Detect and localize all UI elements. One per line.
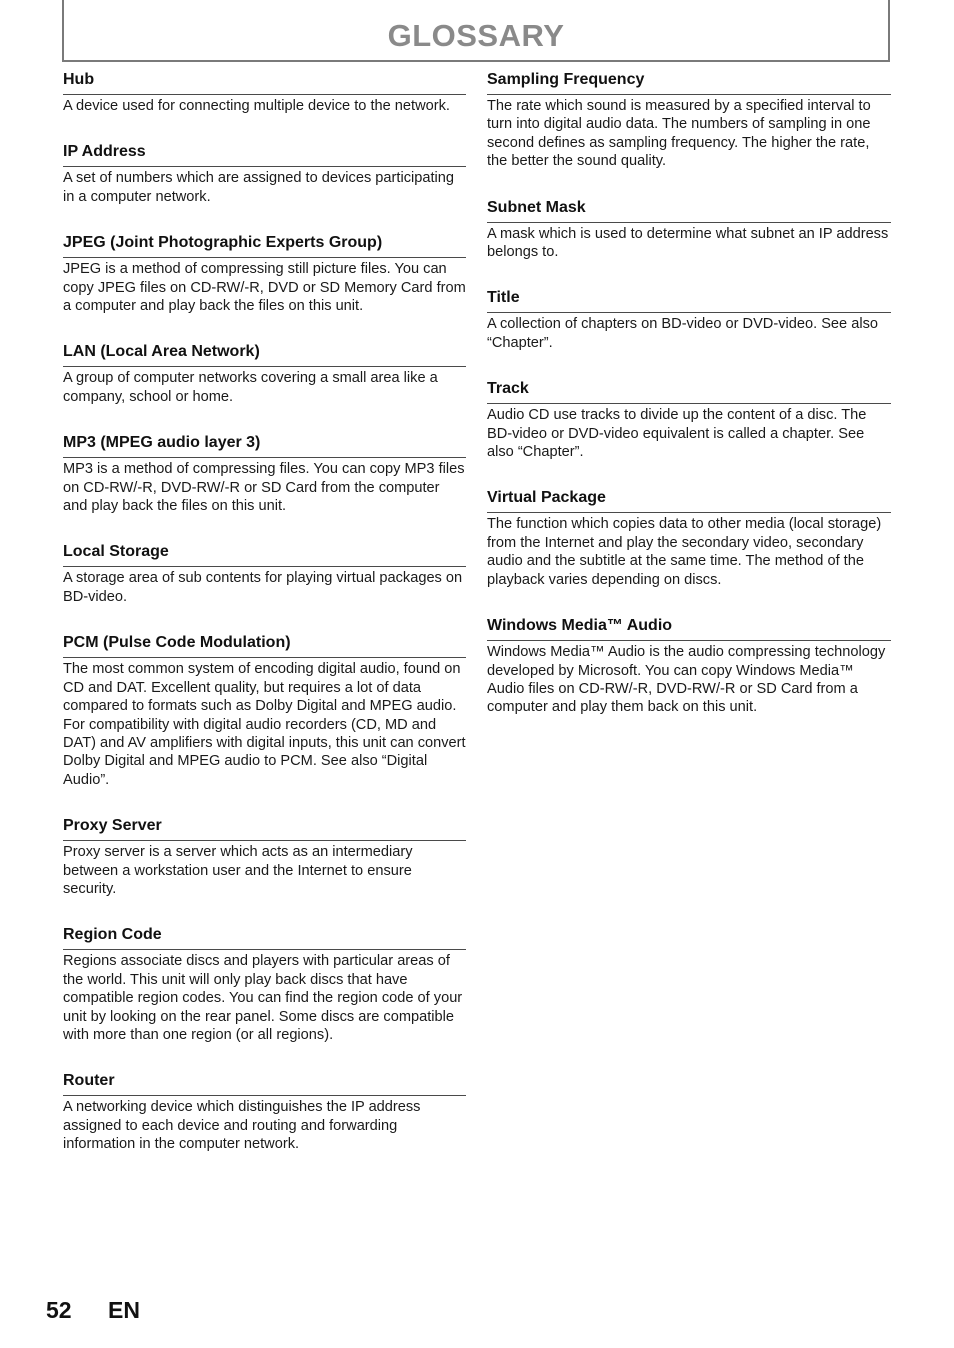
glossary-term: Local Storage [63, 540, 466, 567]
glossary-term: Subnet Mask [487, 196, 891, 223]
glossary-definition: Proxy server is a server which acts as an intermediary between a workstation user and the Internet to ensure security. [63, 844, 413, 897]
glossary-term: Router [63, 1069, 466, 1096]
glossary-definition: A collection of chapters on BD-video or DVD-video. See also “Chapter”. [487, 316, 878, 351]
glossary-entry [63, 1069, 466, 1178]
glossary-entry [63, 631, 466, 814]
glossary-entry [63, 140, 466, 231]
glossary-term: Track [487, 377, 891, 404]
glossary-definition: A mask which is used to determine what subnet an IP address belongs to. [487, 225, 889, 261]
glossary-entry [487, 486, 891, 614]
glossary-definition: A group of computer networks covering a small area like a company, school or home. [63, 370, 438, 405]
glossary-term: PCM (Pulse Code Modulation) [63, 631, 466, 658]
page-header [62, 0, 890, 62]
glossary-definition: The function which copies data to other media (local storage) from the Internet and play the secondary video, secondary audio and the subtitle at the same time. The method of the playback varies depending on discs. [487, 516, 882, 588]
glossary-definition: JPEG is a method of compressing still picture files. You can copy JPEG files on CD-RW/-R, DVD or SD Memory Card from a computer and play back the files on this unit. [63, 261, 466, 315]
glossary-entry [63, 340, 466, 431]
glossary-term: Sampling Frequency [487, 68, 891, 95]
language-label: EN [107, 1297, 140, 1323]
glossary-entry [63, 431, 466, 540]
glossary-entry [63, 814, 466, 923]
glossary-definition: A networking device which distinguishes the IP address assigned to each device and routing and forwarding information in the computer network. [63, 1099, 421, 1153]
glossary-term: Title [487, 286, 891, 313]
glossary-term: LAN (Local Area Network) [63, 340, 466, 367]
glossary-term: Hub [63, 68, 466, 95]
glossary-entry [63, 540, 466, 631]
glossary-definition: Audio CD use tracks to divide up the content of a disc. The BD-video or DVD-video equivalent is called a chapter. See also “Chapter”. [487, 407, 867, 461]
glossary-definition: MP3 is a method of compressing files. You can copy MP3 files on CD-RW/-R, DVD-RW/-R or SD Card from the computer and play back the files on this unit. [63, 461, 465, 515]
glossary-term: IP Address [63, 140, 466, 167]
glossary-left-column [63, 68, 466, 1179]
page-number: 52 [46, 1297, 72, 1323]
glossary-definition: A set of numbers which are assigned to devices participating in a computer network. [63, 170, 455, 205]
glossary-definition: A device used for connecting multiple device to the network. [63, 98, 450, 114]
glossary-definition: The rate which sound is measured by a specified interval to turn into digital audio data. The numbers of sampling in one second defines as sampling frequency. The higher the rate, the better the sound quality. [487, 98, 871, 170]
glossary-entry [487, 68, 891, 196]
glossary-entry [63, 231, 466, 340]
glossary-entry [487, 286, 891, 377]
glossary-term: Region Code [63, 923, 466, 950]
glossary-definition: Windows Media™ Audio is the audio compressing technology developed by Microsoft. You can copy Windows Media™ Audio files on CD-RW/-R, DVD-RW/-R or SD Card from a computer and play them back on this unit. [487, 644, 886, 716]
glossary-term: Windows Media™ Audio [487, 614, 891, 641]
glossary-definition: Regions associate discs and players with particular areas of the world. This unit will only play back discs that have compatible region codes. You can find the region code of your unit by looking on the rear panel. Some discs are compatible with more than one region (or all regions). [63, 953, 463, 1043]
glossary-definition: A storage area of sub contents for playing virtual packages on BD-video. [63, 570, 463, 605]
glossary-entry [487, 614, 891, 742]
glossary-definition: The most common system of encoding digital audio, found on CD and DAT. Excellent quality, but requires a lot of data compared to formats such as Dolby Digital and MPEG audio. For compatibility with digital audio recorders (CD, MD and DAT) and AV amplifiers with digital inputs, this unit can convert Dolby Digital and MPEG audio to PCM. See also “Digital Audio”. [63, 661, 466, 788]
page-footer [46, 1297, 140, 1324]
glossary-right-column [487, 68, 891, 742]
glossary-entry [63, 68, 466, 140]
glossary-entry [487, 377, 891, 486]
page-title: GLOSSARY [387, 18, 565, 53]
glossary-term: JPEG (Joint Photographic Experts Group) [63, 231, 466, 258]
glossary-term: MP3 (MPEG audio layer 3) [63, 431, 466, 458]
glossary-entry [487, 196, 891, 287]
glossary-term: Virtual Package [487, 486, 891, 513]
glossary-entry [63, 923, 466, 1069]
glossary-term: Proxy Server [63, 814, 466, 841]
